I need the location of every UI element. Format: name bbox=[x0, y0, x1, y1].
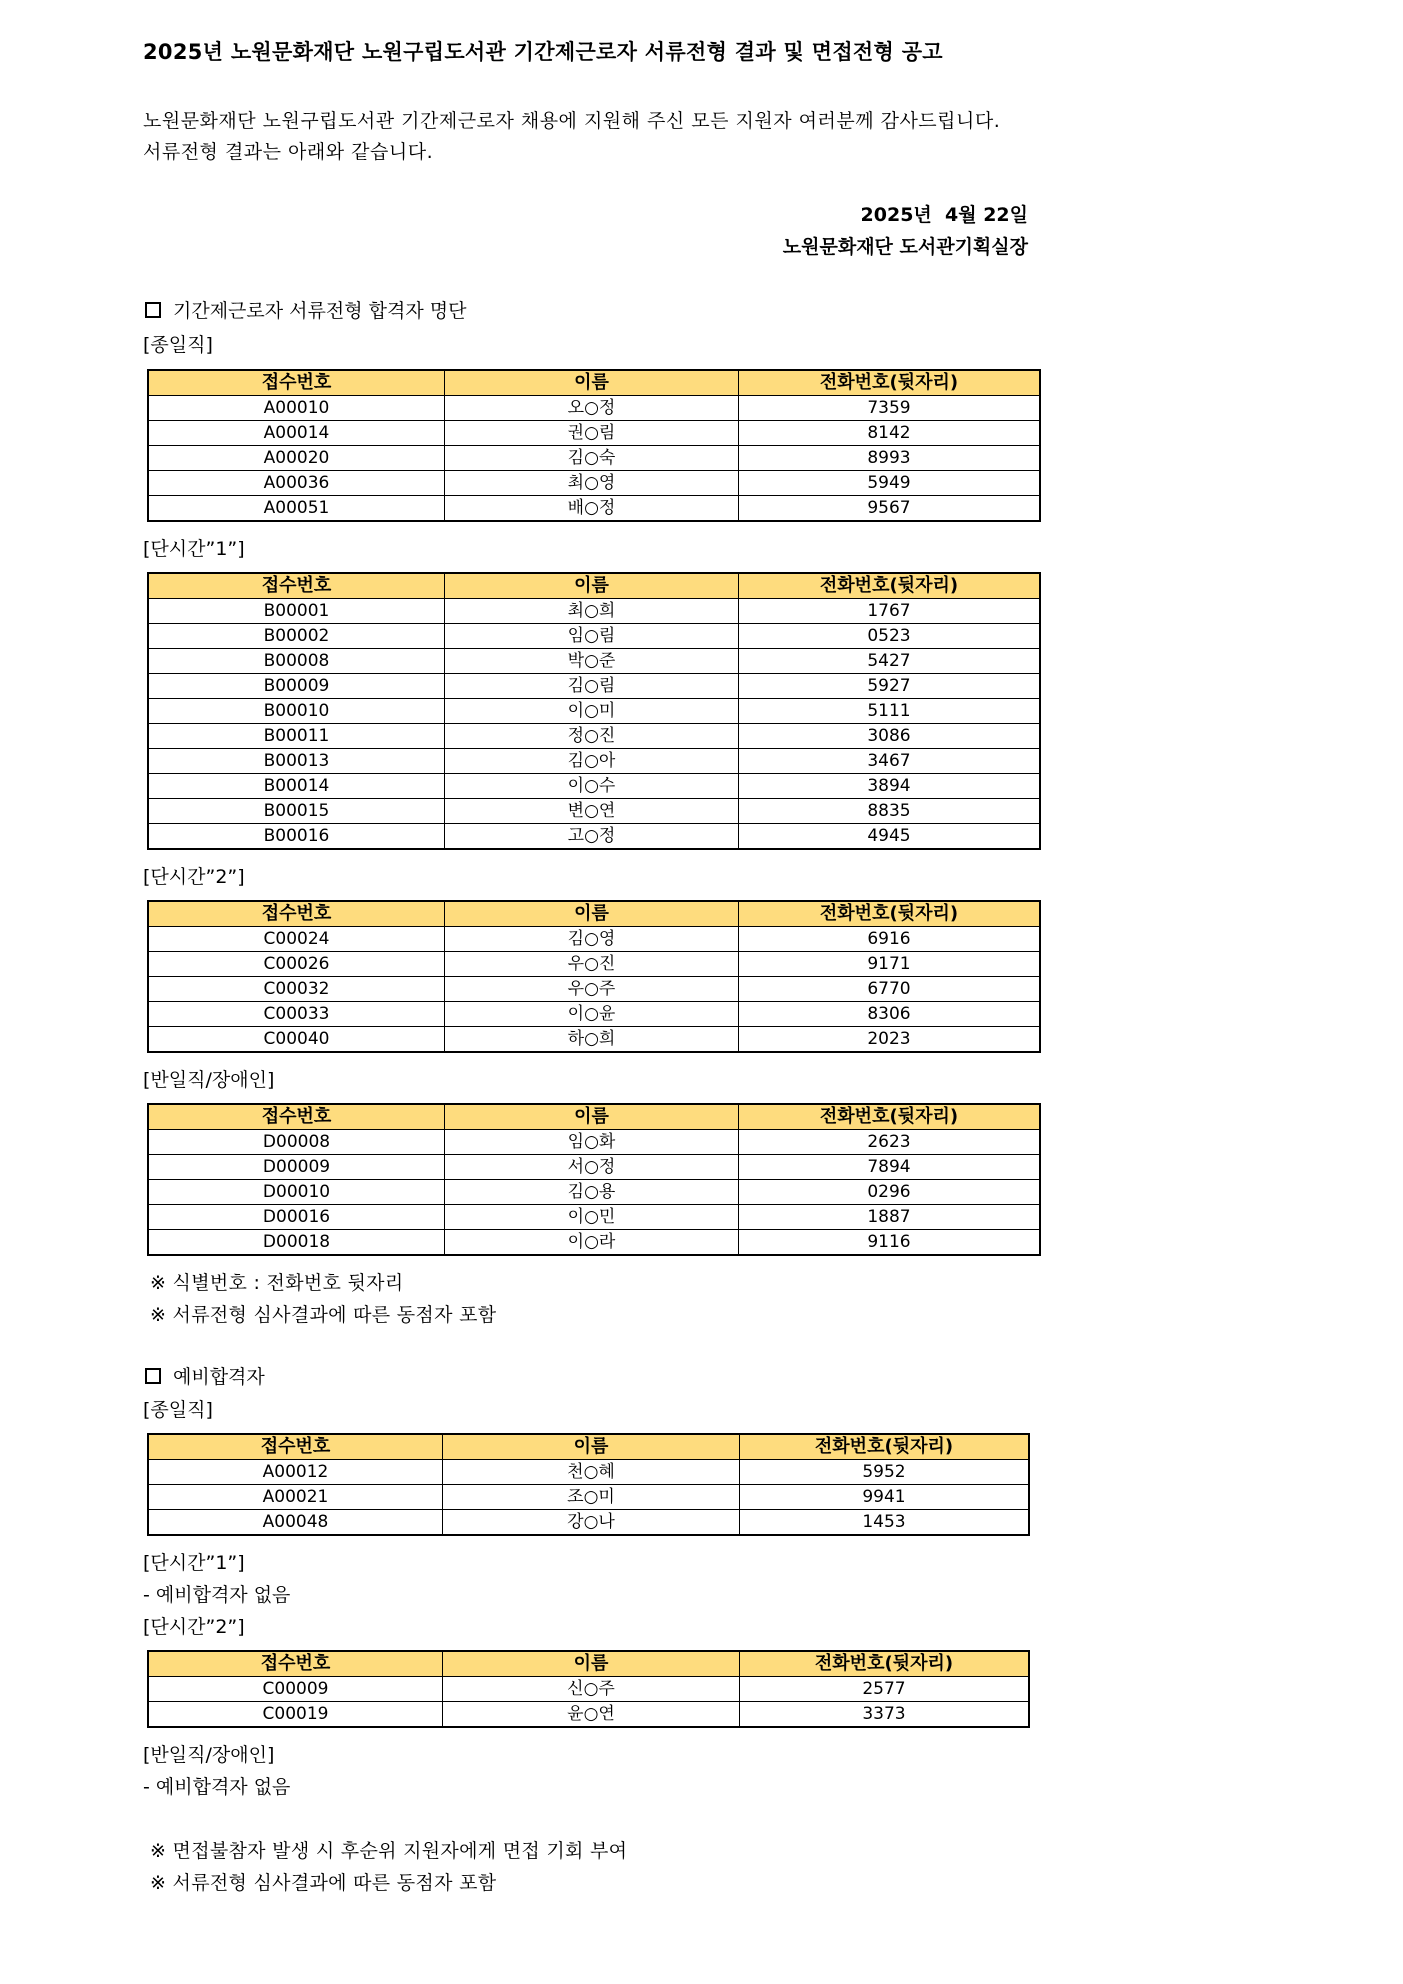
reserve-group-label: [종일직] bbox=[143, 1399, 213, 1421]
col-header-receipt: 접수번호 bbox=[148, 1104, 445, 1130]
cell-receipt-number: B00015 bbox=[148, 799, 445, 824]
cell-applicant-name: 김○숙 bbox=[445, 446, 739, 471]
cell-applicant-name: 고○정 bbox=[445, 824, 739, 850]
reserve-table-parttime-2 bbox=[147, 1650, 1030, 1728]
table-row bbox=[148, 624, 1040, 649]
table-row bbox=[148, 396, 1040, 421]
pass-note: ※ 식별번호 : 전화번호 뒷자리 bbox=[150, 1272, 404, 1294]
cell-applicant-name: 김○영 bbox=[445, 927, 739, 952]
col-header-receipt: 접수번호 bbox=[148, 1651, 443, 1677]
cell-phone-last4: 8142 bbox=[739, 421, 1041, 446]
cell-receipt-number: A00012 bbox=[148, 1460, 443, 1485]
cell-phone-last4: 0523 bbox=[739, 624, 1041, 649]
table-row bbox=[148, 674, 1040, 699]
reserve-none-text: - 예비합격자 없음 bbox=[143, 1776, 291, 1798]
cell-receipt-number: C00026 bbox=[148, 952, 445, 977]
table-row bbox=[148, 1702, 1029, 1728]
pass-group-label: [단시간”1”] bbox=[143, 538, 245, 560]
table-row bbox=[148, 799, 1040, 824]
col-header-phone: 전화번호(뒷자리) bbox=[739, 573, 1041, 599]
cell-applicant-name: 이○수 bbox=[445, 774, 739, 799]
cell-applicant-name: 윤○연 bbox=[443, 1702, 740, 1728]
table-row bbox=[148, 496, 1040, 522]
cell-receipt-number: D00009 bbox=[148, 1155, 445, 1180]
table-row bbox=[148, 1230, 1040, 1256]
col-header-receipt: 접수번호 bbox=[148, 901, 445, 927]
cell-applicant-name: 조○미 bbox=[443, 1485, 740, 1510]
cell-phone-last4: 3894 bbox=[739, 774, 1041, 799]
cell-receipt-number: C00019 bbox=[148, 1702, 443, 1728]
cell-applicant-name: 오○정 bbox=[445, 396, 739, 421]
table-row bbox=[148, 1130, 1040, 1155]
pass-table-halfday-disabled bbox=[147, 1103, 1041, 1256]
cell-receipt-number: B00014 bbox=[148, 774, 445, 799]
cell-applicant-name: 하○희 bbox=[445, 1027, 739, 1053]
cell-receipt-number: A00051 bbox=[148, 496, 445, 522]
col-header-receipt: 접수번호 bbox=[148, 1434, 443, 1460]
table-row bbox=[148, 471, 1040, 496]
cell-phone-last4: 2623 bbox=[739, 1130, 1041, 1155]
cell-applicant-name: 이○라 bbox=[445, 1230, 739, 1256]
cell-receipt-number: B00009 bbox=[148, 674, 445, 699]
cell-applicant-name: 권○림 bbox=[445, 421, 739, 446]
pass-section-title: 기간제근로자 서류전형 합격자 명단 bbox=[173, 300, 467, 322]
cell-receipt-number: A00020 bbox=[148, 446, 445, 471]
cell-receipt-number: B00010 bbox=[148, 699, 445, 724]
cell-applicant-name: 천○혜 bbox=[443, 1460, 740, 1485]
col-header-phone: 전화번호(뒷자리) bbox=[740, 1651, 1030, 1677]
cell-receipt-number: C00040 bbox=[148, 1027, 445, 1053]
cell-phone-last4: 9171 bbox=[739, 952, 1041, 977]
cell-applicant-name: 이○민 bbox=[445, 1205, 739, 1230]
cell-applicant-name: 임○화 bbox=[445, 1130, 739, 1155]
table-row bbox=[148, 699, 1040, 724]
cell-receipt-number: D00008 bbox=[148, 1130, 445, 1155]
col-header-name: 이름 bbox=[445, 1104, 739, 1130]
cell-receipt-number: D00010 bbox=[148, 1180, 445, 1205]
pass-table-parttime-2 bbox=[147, 900, 1041, 1053]
cell-phone-last4: 8306 bbox=[739, 1002, 1041, 1027]
pass-group-label: [반일직/장애인] bbox=[143, 1069, 275, 1091]
table-row bbox=[148, 1510, 1029, 1536]
col-header-phone: 전화번호(뒷자리) bbox=[740, 1434, 1030, 1460]
cell-phone-last4: 2577 bbox=[740, 1677, 1030, 1702]
cell-receipt-number: B00008 bbox=[148, 649, 445, 674]
announcement-date: 2025년 4월 22일 bbox=[860, 204, 1028, 226]
cell-receipt-number: D00018 bbox=[148, 1230, 445, 1256]
cell-phone-last4: 5949 bbox=[739, 471, 1041, 496]
table-row bbox=[148, 1155, 1040, 1180]
table-row bbox=[148, 1002, 1040, 1027]
cell-applicant-name: 우○진 bbox=[445, 952, 739, 977]
cell-applicant-name: 서○정 bbox=[445, 1155, 739, 1180]
cell-applicant-name: 김○용 bbox=[445, 1180, 739, 1205]
cell-receipt-number: A00021 bbox=[148, 1485, 443, 1510]
cell-receipt-number: B00016 bbox=[148, 824, 445, 850]
cell-phone-last4: 9116 bbox=[739, 1230, 1041, 1256]
issuing-office: 노원문화재단 도서관기획실장 bbox=[782, 236, 1028, 258]
cell-phone-last4: 0296 bbox=[739, 1180, 1041, 1205]
cell-phone-last4: 5111 bbox=[739, 699, 1041, 724]
checkbox-square-icon bbox=[145, 1368, 161, 1384]
reserve-section-title: 예비합격자 bbox=[173, 1366, 265, 1388]
cell-receipt-number: C00024 bbox=[148, 927, 445, 952]
cell-phone-last4: 1767 bbox=[739, 599, 1041, 624]
cell-receipt-number: A00014 bbox=[148, 421, 445, 446]
table-row bbox=[148, 1460, 1029, 1485]
table-row bbox=[148, 421, 1040, 446]
intro-line-1: 노원문화재단 노원구립도서관 기간제근로자 채용에 지원해 주신 모든 지원자 여러분께 감사드립니다. bbox=[143, 110, 1001, 132]
cell-applicant-name: 박○준 bbox=[445, 649, 739, 674]
reserve-section-heading bbox=[143, 1362, 265, 1389]
table-row bbox=[148, 1205, 1040, 1230]
col-header-name: 이름 bbox=[443, 1651, 740, 1677]
col-header-receipt: 접수번호 bbox=[148, 370, 445, 396]
cell-phone-last4: 9941 bbox=[740, 1485, 1030, 1510]
cell-receipt-number: B00001 bbox=[148, 599, 445, 624]
reserve-group-label: [단시간”1”] bbox=[143, 1552, 245, 1574]
cell-phone-last4: 3373 bbox=[740, 1702, 1030, 1728]
table-row bbox=[148, 724, 1040, 749]
cell-receipt-number: B00013 bbox=[148, 749, 445, 774]
cell-phone-last4: 6916 bbox=[739, 927, 1041, 952]
table-row bbox=[148, 649, 1040, 674]
cell-receipt-number: C00033 bbox=[148, 1002, 445, 1027]
table-row bbox=[148, 774, 1040, 799]
cell-receipt-number: A00036 bbox=[148, 471, 445, 496]
table-row bbox=[148, 1180, 1040, 1205]
cell-phone-last4: 6770 bbox=[739, 977, 1041, 1002]
col-header-phone: 전화번호(뒷자리) bbox=[739, 370, 1041, 396]
col-header-name: 이름 bbox=[443, 1434, 740, 1460]
cell-phone-last4: 9567 bbox=[739, 496, 1041, 522]
table-row bbox=[148, 446, 1040, 471]
cell-applicant-name: 김○림 bbox=[445, 674, 739, 699]
reserve-none-text: - 예비합격자 없음 bbox=[143, 1584, 291, 1606]
col-header-phone: 전화번호(뒷자리) bbox=[739, 1104, 1041, 1130]
cell-receipt-number: C00009 bbox=[148, 1677, 443, 1702]
cell-phone-last4: 3467 bbox=[739, 749, 1041, 774]
intro-line-2: 서류전형 결과는 아래와 같습니다. bbox=[143, 141, 434, 163]
table-row bbox=[148, 1677, 1029, 1702]
reserve-note: ※ 면접불참자 발생 시 후순위 지원자에게 면접 기회 부여 bbox=[150, 1840, 628, 1862]
table-row bbox=[148, 927, 1040, 952]
cell-receipt-number: A00048 bbox=[148, 1510, 443, 1536]
col-header-phone: 전화번호(뒷자리) bbox=[739, 901, 1041, 927]
cell-applicant-name: 최○영 bbox=[445, 471, 739, 496]
table-row bbox=[148, 952, 1040, 977]
cell-phone-last4: 8835 bbox=[739, 799, 1041, 824]
reserve-note: ※ 서류전형 심사결과에 따른 동점자 포함 bbox=[150, 1872, 497, 1894]
cell-applicant-name: 정○진 bbox=[445, 724, 739, 749]
cell-receipt-number: C00032 bbox=[148, 977, 445, 1002]
table-row bbox=[148, 599, 1040, 624]
cell-applicant-name: 이○윤 bbox=[445, 1002, 739, 1027]
pass-table-fulltime bbox=[147, 369, 1041, 522]
cell-receipt-number: B00002 bbox=[148, 624, 445, 649]
table-row bbox=[148, 824, 1040, 850]
cell-phone-last4: 5427 bbox=[739, 649, 1041, 674]
pass-table-parttime-1 bbox=[147, 572, 1041, 850]
cell-receipt-number: A00010 bbox=[148, 396, 445, 421]
col-header-name: 이름 bbox=[445, 901, 739, 927]
cell-phone-last4: 1887 bbox=[739, 1205, 1041, 1230]
cell-applicant-name: 임○림 bbox=[445, 624, 739, 649]
table-row bbox=[148, 977, 1040, 1002]
cell-phone-last4: 3086 bbox=[739, 724, 1041, 749]
cell-phone-last4: 2023 bbox=[739, 1027, 1041, 1053]
table-row bbox=[148, 749, 1040, 774]
pass-section-heading bbox=[143, 296, 466, 323]
col-header-name: 이름 bbox=[445, 573, 739, 599]
cell-phone-last4: 1453 bbox=[740, 1510, 1030, 1536]
pass-group-label: [종일직] bbox=[143, 334, 213, 356]
page-title: 2025년 노원문화재단 노원구립도서관 기간제근로자 서류전형 결과 및 면접전형 공고 bbox=[143, 40, 943, 64]
col-header-name: 이름 bbox=[445, 370, 739, 396]
pass-note: ※ 서류전형 심사결과에 따른 동점자 포함 bbox=[150, 1304, 497, 1326]
cell-applicant-name: 이○미 bbox=[445, 699, 739, 724]
cell-phone-last4: 5952 bbox=[740, 1460, 1030, 1485]
reserve-group-label: [단시간”2”] bbox=[143, 1616, 245, 1638]
cell-applicant-name: 변○연 bbox=[445, 799, 739, 824]
cell-applicant-name: 최○희 bbox=[445, 599, 739, 624]
reserve-group-label: [반일직/장애인] bbox=[143, 1744, 275, 1766]
cell-applicant-name: 김○아 bbox=[445, 749, 739, 774]
cell-receipt-number: D00016 bbox=[148, 1205, 445, 1230]
col-header-receipt: 접수번호 bbox=[148, 573, 445, 599]
cell-applicant-name: 우○주 bbox=[445, 977, 739, 1002]
cell-phone-last4: 7894 bbox=[739, 1155, 1041, 1180]
cell-phone-last4: 5927 bbox=[739, 674, 1041, 699]
cell-applicant-name: 신○주 bbox=[443, 1677, 740, 1702]
cell-receipt-number: B00011 bbox=[148, 724, 445, 749]
table-row bbox=[148, 1027, 1040, 1053]
cell-applicant-name: 강○나 bbox=[443, 1510, 740, 1536]
cell-applicant-name: 배○정 bbox=[445, 496, 739, 522]
pass-group-label: [단시간”2”] bbox=[143, 866, 245, 888]
cell-phone-last4: 7359 bbox=[739, 396, 1041, 421]
cell-phone-last4: 4945 bbox=[739, 824, 1041, 850]
reserve-table-fulltime bbox=[147, 1433, 1030, 1536]
cell-phone-last4: 8993 bbox=[739, 446, 1041, 471]
table-row bbox=[148, 1485, 1029, 1510]
checkbox-square-icon bbox=[145, 302, 161, 318]
